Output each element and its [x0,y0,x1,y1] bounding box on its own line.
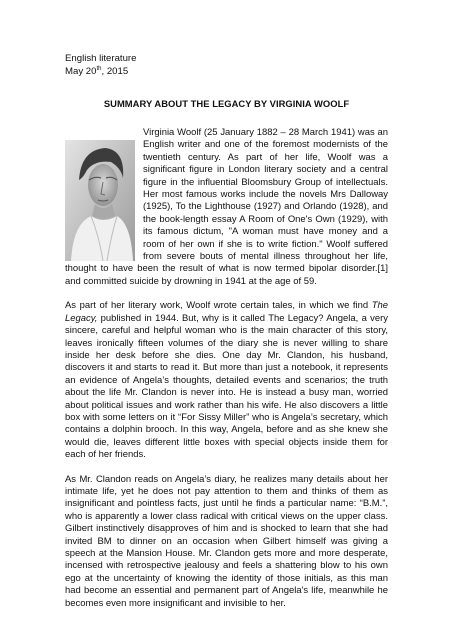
date-year: , 2015 [101,66,129,77]
portrait-image [65,140,135,261]
document-body [65,127,388,610]
date-month-day: May 20 [65,66,97,77]
portrait-photo [65,140,135,261]
story-title-italic: The Legacy, [65,300,388,324]
paragraph-legacy-intro-part1: As part of her literary work, Woolf wrote certain tales, in which we find [65,300,372,312]
document-title: SUMMARY ABOUT THE LEGACY BY VIRGINIA WOOLF [103,98,350,109]
date-line [65,66,128,78]
date-ordinal: th [96,65,102,72]
paragraph-legacy-intro [65,300,388,461]
subject-line: English literature [65,53,137,64]
paragraph-diary: As Mr. Clandon reads on Angela’s diary, he realizes many details about her intimate life, yet he does not pay attention to them and thinks of them as insignificant and pointless facts, just until he finds a particular name: “B.M.”, who is apparently a lower class radical with critical views on the upper class. Gilbert instinctively disapproves of him and is shocked to learn that she had invited BM to dinner on an occasion when Gilbert himself was giving a speech at the Mansion House. Mr. Clandon gets more and more desperate, incensed with retrospective jealousy and feels a shattering blow to his own ego at the uncertainty of knowing the identity of those initials, as this man had become an essential and permanent part of Angela's life, meanwhile he becomes even more insignificant and invisible to her. [65,473,388,609]
paragraph-legacy-intro-part2: published in 1944. But, why is it called The Legacy? Angela, a very sincere, careful and helpful woman who is the main character of this story, leaves ironically fifteen volumes of the diary she is never willing to share inside her desk before she dies. One day Mr. Clandon, his husband, discovers it and starts to read it. But more than just a notebook, it represents an evidence of Angela’s thoughts, detailed events and scenarios; the truth about the life Mr. Clandon is never into. He is instead a busy man, worried about political issues and work rather than his wife. He also discovers a little box with some letters on it “For Sissy Miller” who is Angela’s secretary, which contains a dolphin brooch. In this way, Angela, before and as she knew she would die, leaves different little boxes with special objects inside them for each of her friends. [65,312,388,461]
paragraph-biography: Virginia Woolf (25 January 1882 – 28 March 1941) was an English writer and one of the foremost modernists of the twentieth century. As part of her life, Woolf was a significant figure in London literary society and a central figure in the influential Bloomsbury Group of intellectuals. Her most famous works include the novels Mrs Dalloway (1925), To the Lighthouse (1927) and Orlando (1928), and the book-length essay A Room of One's Own (1929), with its famous dictum, "A woman must have money and a room of her own if she is to write fiction." Woolf suffered from severe bouts of mental illness throughout her life, thought to have been the result of what is now termed bipolar disorder.[1] and committed suicide by drowning in 1941 at the age of 59. [65,127,388,287]
